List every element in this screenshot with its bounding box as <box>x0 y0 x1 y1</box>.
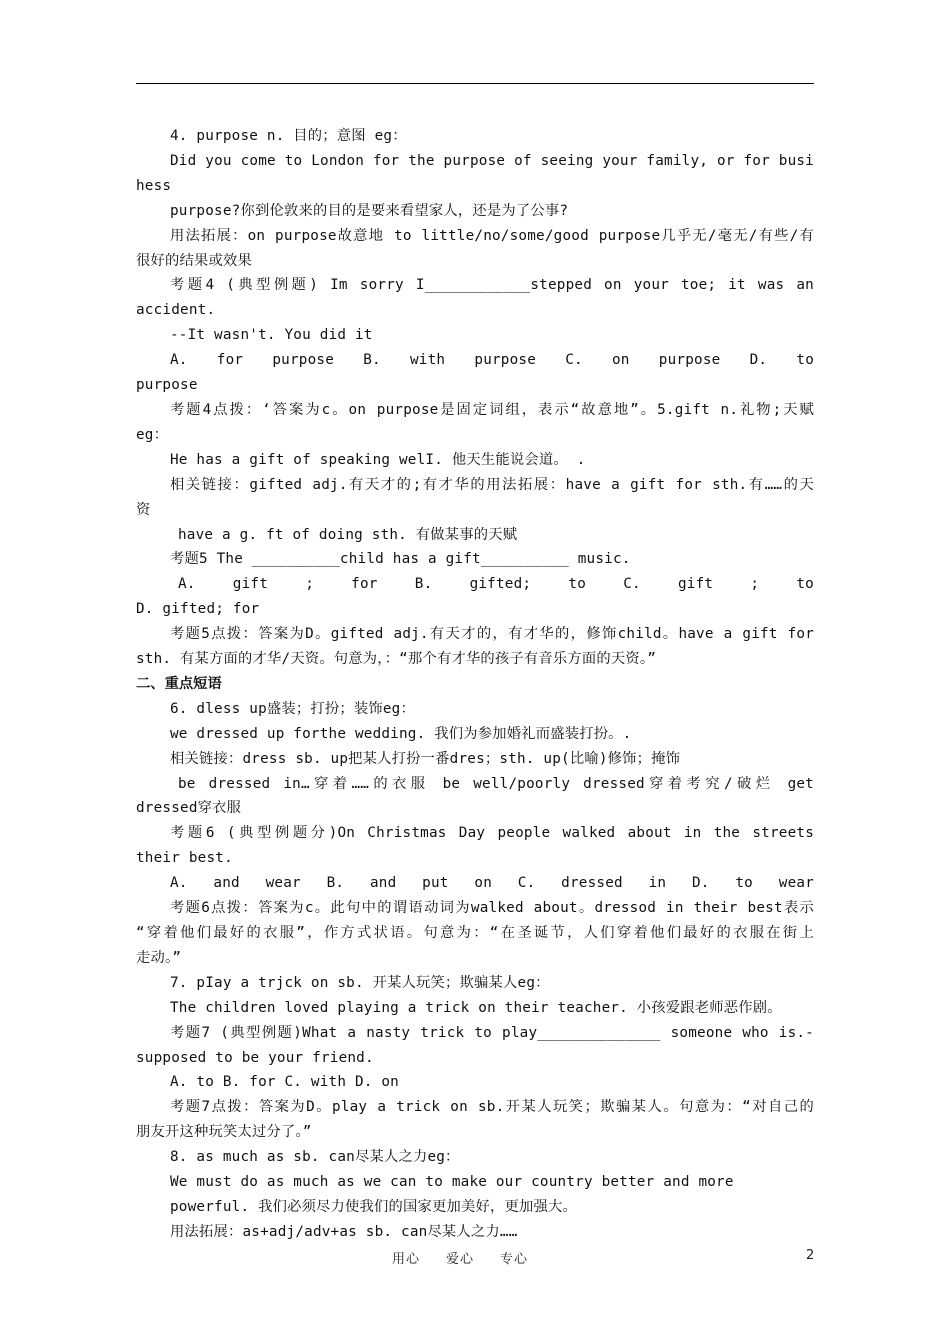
text-line: purpose <box>136 377 198 394</box>
text-line: 考题5点拨：答案为D。gifted adj.有天才的，有才华的，修饰child。have a gift for <box>170 626 814 643</box>
footer-motto <box>392 1248 554 1267</box>
text-line: D. gifted; for <box>136 601 260 618</box>
text-line: purpose?你到伦敦来的目的是要来看望家人，还是为了公事? <box>170 202 569 219</box>
text-line: eg： <box>136 426 169 443</box>
text-line: 相关链接：dress sb. up把某人打扮一番dres；sth. up(比喻)修饰；掩饰 <box>170 750 681 767</box>
text-line: sth. 有某方面的才华/天资。句意为，：“那个有才华的孩子有音乐方面的天资。” <box>136 651 657 668</box>
text-line: 考题4 (典型例题) Im sorry I____________stepped on your toe; it was an <box>170 277 814 294</box>
text-line: 很好的结果或效果 <box>136 252 252 269</box>
section-heading: 二、重点短语 <box>136 675 222 692</box>
text-line: 8. as much as sb. can尽某人之力eg： <box>170 1149 460 1166</box>
page-number: 2 <box>806 1248 815 1263</box>
text-line: 考题4点拨：‘答案为c。on purpose是固定词组，表示“故意地”。5.gift n.礼物;天赋 <box>170 401 814 418</box>
text-line: 用法拓展：on purpose故意地 to little/no/some/good purpose几乎无/毫无/有些/有 <box>170 227 814 244</box>
text-line: He has a gift of speaking welI. 他天生能说会道。 . <box>170 451 586 468</box>
motto-word: 爱心 <box>446 1252 475 1267</box>
text-line: 考题6 (典型例题分)On Christmas Day people walked about in the streets <box>170 825 814 842</box>
text-line: Did you come to London for the purpose of seeing your family, or for busihess <box>136 152 814 194</box>
text-line: A. for purpose B. with purpose C. on purpose D. to <box>170 352 814 369</box>
text-line: A. to B. for C. with D. on <box>170 1074 399 1091</box>
text-line: 用法拓展：as+adj/adv+as sb. can尽某人之力…… <box>170 1223 518 1240</box>
text-line: accident. <box>136 302 216 319</box>
text-line: 考题7点拨：答案为D。play a trick on sb.开某人玩笑；欺骗某人。句意为：“对自己的 <box>170 1099 814 1116</box>
document-body <box>136 124 814 1245</box>
text-line: 相关链接：gifted adj.有天才的;有才华的用法拓展：have a gift for sth.有……的天 <box>170 476 814 493</box>
text-line: 考题7 (典型例题)What a nasty trick to play______________ someone who is.- <box>170 1024 814 1041</box>
text-line: dressed穿衣服 <box>136 800 242 817</box>
text-line: 6. dless up盛装；打扮；装饰eg： <box>170 700 415 717</box>
text-line: We must do as much as we can to make our country better and more <box>170 1174 734 1191</box>
text-line: A. and wear B. and put on C. dressed in D. to wear <box>170 875 814 892</box>
text-line: 朋友开这种玩笑太过分了。” <box>136 1124 312 1141</box>
text-line: 资 <box>136 501 151 518</box>
text-line: supposed to be your friend. <box>136 1049 374 1066</box>
text-line: The children loved playing a trick on their teacher. 小孩爱跟老师恶作剧。 <box>170 999 782 1016</box>
text-line: be dressed in…穿着……的衣服 be well/poorly dressed穿着考究/破烂 get <box>178 775 814 792</box>
text-line: 4. purpose n. 目的；意图 eg： <box>170 128 407 144</box>
text-line: A. gift ; for B. gifted; to C. gift ; to <box>178 576 814 593</box>
text-line: their best. <box>136 850 233 867</box>
motto-word: 专心 <box>500 1252 529 1267</box>
header-rule <box>136 83 814 84</box>
text-line: 考题6点拨：答案为c。此句中的谓语动词为walked about。dressod in their best表示 <box>170 900 814 917</box>
text-line: we dressed up forthe wedding. 我们为参加婚礼而盛装打扮。. <box>170 725 632 742</box>
text-line: 7. pIay a trjck on sb. 开某人玩笑；欺骗某人eg： <box>170 974 550 991</box>
text-line: have a g. ft of doing sth. 有做某事的天赋 <box>178 526 518 543</box>
text-line: 走动。” <box>136 949 182 966</box>
text-line: 考题5 The __________child has a gift__________ music. <box>170 551 631 568</box>
motto-word: 用心 <box>392 1252 421 1267</box>
text-line: --It wasn't. You did it <box>170 327 373 344</box>
text-line: “穿着他们最好的衣服”，作方式状语。句意为：“在圣诞节，人们穿着他们最好的衣服在街上 <box>136 925 814 941</box>
text-line: powerful. 我们必须尽力使我们的国家更加美好，更加强大。 <box>170 1198 578 1215</box>
